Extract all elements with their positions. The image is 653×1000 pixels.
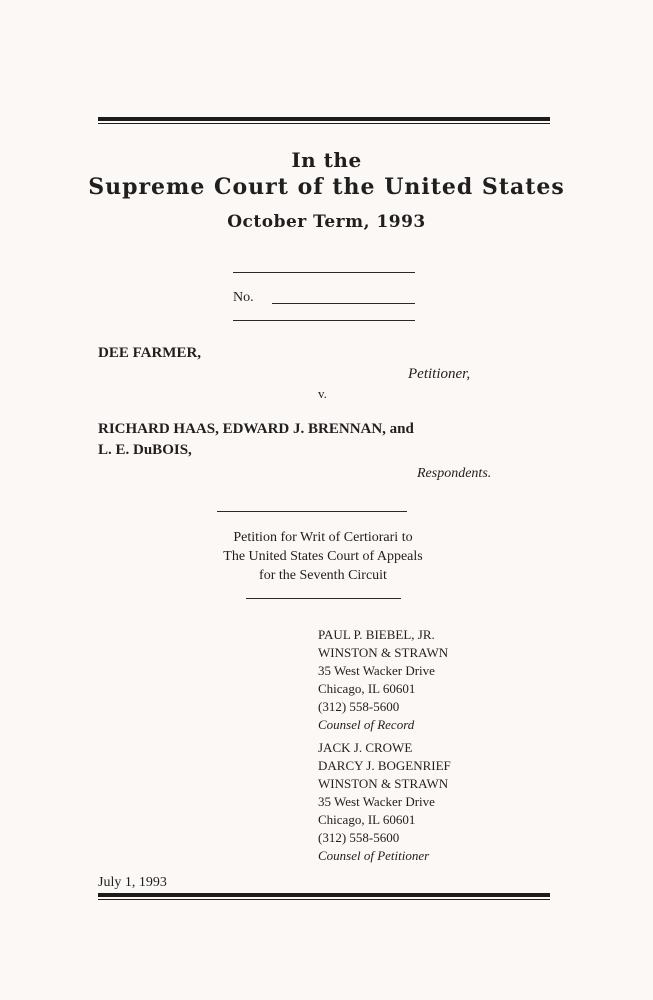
versus: v. <box>318 386 327 401</box>
docket-rule-top <box>233 272 415 273</box>
petition-rule-bottom <box>246 598 401 599</box>
docket-no-blank <box>272 303 415 304</box>
respondents-line2: L. E. DuBOIS, <box>98 442 192 458</box>
counsel-petitioner-firm: WINSTON & STRAWN <box>318 776 449 791</box>
petition-rule-top <box>217 511 407 512</box>
bottom-double-rule <box>98 893 550 900</box>
counsel-petitioner-name1: JACK J. CROWE <box>318 740 413 755</box>
docket-rule-bottom <box>233 320 415 321</box>
docket-no-label: No. <box>233 290 254 305</box>
respondents-line1: RICHARD HAAS, EDWARD J. BRENNAN, and <box>98 421 414 437</box>
top-double-rule <box>98 117 550 124</box>
counsel-record-address: 35 West Wacker Drive <box>318 663 435 678</box>
counsel-record-role: Counsel of Record <box>318 717 415 732</box>
counsel-record-city: Chicago, IL 60601 <box>318 681 416 696</box>
petitioner-name: DEE FARMER, <box>98 345 202 361</box>
counsel-petitioner-role: Counsel of Petitioner <box>318 848 430 863</box>
term-line: October Term, 1993 <box>227 212 426 232</box>
court-title: Supreme Court of the United States <box>88 174 565 200</box>
petition-line2: The United States Court of Appeals <box>223 549 423 564</box>
counsel-petitioner-city: Chicago, IL 60601 <box>318 812 416 827</box>
counsel-record-phone: (312) 558-5600 <box>318 699 400 714</box>
counsel-of-petitioner-block <box>318 739 451 865</box>
petition-line3: for the Seventh Circuit <box>259 568 387 583</box>
petition-line1: Petition for Writ of Certiorari to <box>233 530 413 545</box>
counsel-record-firm: WINSTON & STRAWN <box>318 645 449 660</box>
counsel-petitioner-phone: (312) 558-5600 <box>318 830 400 845</box>
counsel-of-record-block <box>318 626 448 734</box>
header-line1: In the <box>291 148 362 172</box>
filing-date: July 1, 1993 <box>98 875 167 890</box>
counsel-petitioner-address: 35 West Wacker Drive <box>318 794 435 809</box>
counsel-record-name: PAUL P. BIEBEL, JR. <box>318 627 435 642</box>
petitioner-role: Petitioner, <box>408 366 471 382</box>
counsel-petitioner-name2: DARCY J. BOGENRIEF <box>318 758 451 773</box>
respondents-role: Respondents. <box>417 466 492 481</box>
